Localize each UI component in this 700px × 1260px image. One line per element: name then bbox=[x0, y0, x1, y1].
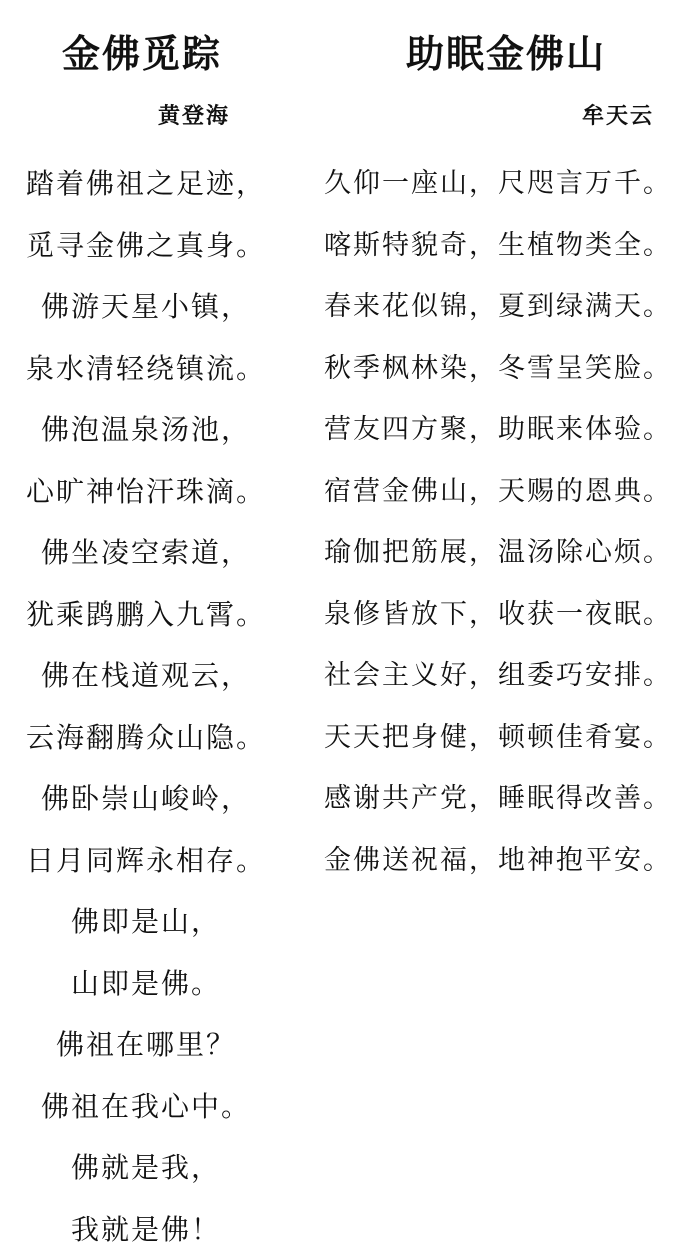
poem-line: 佛坐凌空索道， bbox=[0, 522, 290, 584]
poem-line: 佛在栈道观云， bbox=[0, 645, 290, 707]
poem-title: 金佛觅踪 bbox=[62, 28, 222, 80]
poem-line: 日月同辉永相存。 bbox=[0, 830, 290, 892]
poem-line: 我就是佛！ bbox=[0, 1199, 290, 1260]
poem-author: 牟天云 bbox=[582, 100, 654, 132]
poem-line: 宿营金佛山，天赐的恩典。 bbox=[310, 461, 700, 523]
poem-line: 春来花似锦，夏到绿满天。 bbox=[310, 276, 700, 338]
poem-line: 感谢共产党，睡眠得改善。 bbox=[310, 768, 700, 830]
poem-line: 踏着佛祖之足迹， bbox=[0, 153, 290, 215]
poem-line: 佛祖在我心中。 bbox=[0, 1076, 290, 1138]
poem-line: 秋季枫林染，冬雪呈笑脸。 bbox=[310, 338, 700, 400]
poem-line: 金佛送祝福，地神抱平安。 bbox=[310, 830, 700, 892]
poem-author: 黄登海 bbox=[158, 100, 230, 132]
poem-line: 佛游天星小镇， bbox=[0, 276, 290, 338]
poem-line: 佛就是我， bbox=[0, 1137, 290, 1199]
poem-line: 云海翻腾众山隐。 bbox=[0, 707, 290, 769]
poem-line: 佛卧崇山峻岭， bbox=[0, 768, 290, 830]
poem-line: 天天把身健，顿顿佳肴宴。 bbox=[310, 707, 700, 769]
poem-line: 泉水清轻绕镇流。 bbox=[0, 338, 290, 400]
poem-line: 佛祖在哪里？ bbox=[0, 1014, 290, 1076]
poem-title: 助眠金佛山 bbox=[406, 28, 606, 80]
poem-line: 瑜伽把筋展，温汤除心烦。 bbox=[310, 522, 700, 584]
poem-lines bbox=[0, 153, 290, 1260]
poem-line: 山即是佛。 bbox=[0, 953, 290, 1015]
poem-line: 喀斯特貌奇，生植物类全。 bbox=[310, 215, 700, 277]
poem-line: 社会主义好，组委巧安排。 bbox=[310, 645, 700, 707]
poem-line: 营友四方聚，助眠来体验。 bbox=[310, 399, 700, 461]
poem-line: 泉修皆放下，收获一夜眠。 bbox=[310, 584, 700, 646]
poem-line: 佛泡温泉汤池， bbox=[0, 399, 290, 461]
poem-line: 犹乘鹍鹏入九霄。 bbox=[0, 584, 290, 646]
poem-line: 佛即是山， bbox=[0, 891, 290, 953]
poem-line: 心旷神怡汗珠滴。 bbox=[0, 461, 290, 523]
poem-line: 觅寻金佛之真身。 bbox=[0, 215, 290, 277]
poem-lines bbox=[310, 153, 700, 891]
poem-line: 久仰一座山，尺咫言万千。 bbox=[310, 153, 700, 215]
